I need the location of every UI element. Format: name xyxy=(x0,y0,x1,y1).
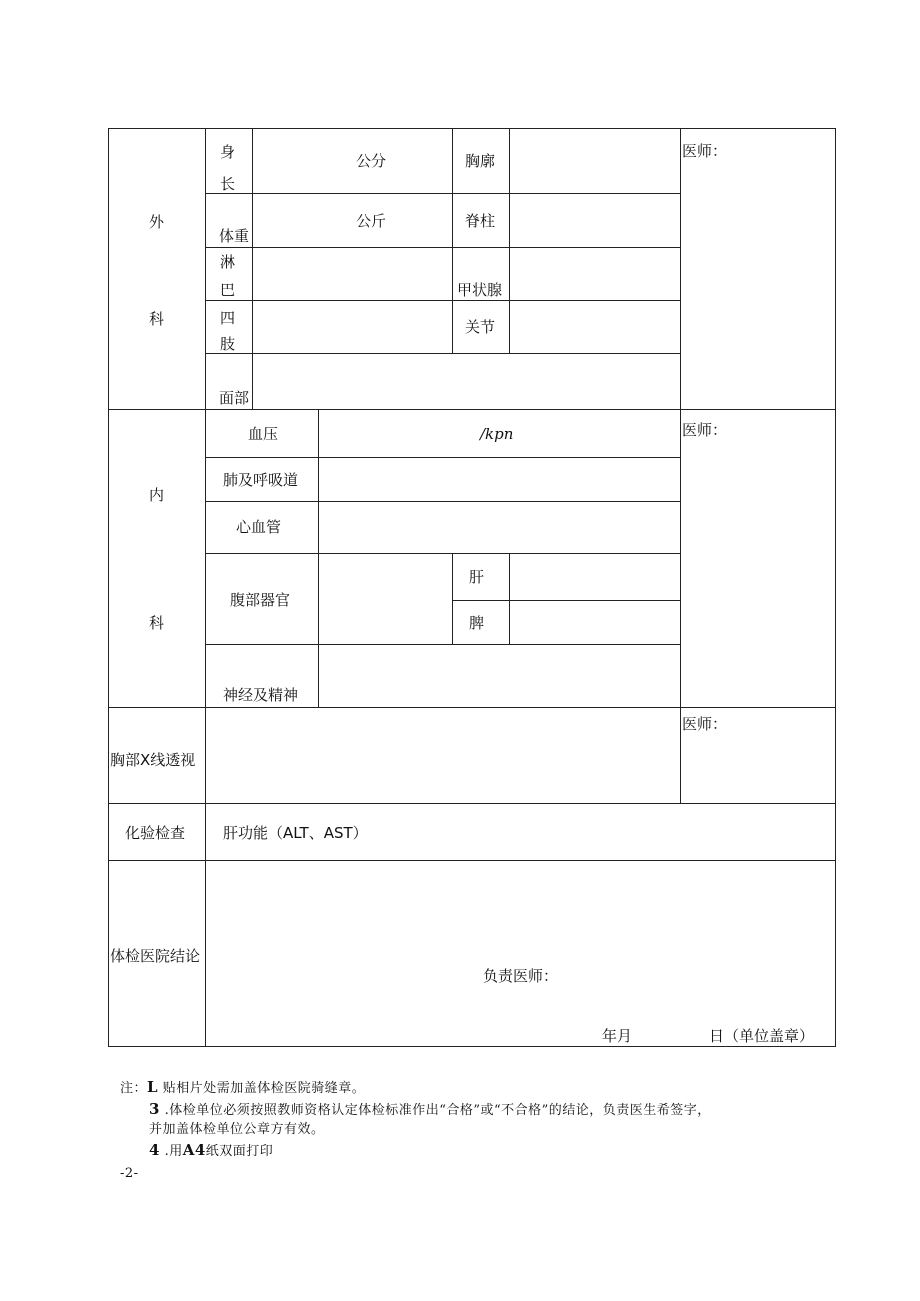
surgery-doctor-signature-label: 医师： xyxy=(682,142,728,160)
thyroid-label: 甲状腺 xyxy=(457,281,503,299)
lymph-label-top: 淋 xyxy=(220,253,236,271)
joints-label: 关节 xyxy=(465,318,496,336)
xray-doctor-signature-label: 医师： xyxy=(682,715,728,733)
date-day-seal: 日（单位盖章） xyxy=(709,1027,815,1045)
note-prefix: 注： xyxy=(120,1081,148,1096)
limbs-label-bottom: 肢 xyxy=(220,335,236,353)
conclusion-label: 体检医院结论 xyxy=(110,947,201,965)
date-year-month: 年月 xyxy=(602,1027,633,1045)
blood-pressure-label: 血压 xyxy=(248,425,279,443)
face-label: 面部 xyxy=(219,389,250,407)
neuro-label: 神经及精神 xyxy=(223,686,299,704)
internal-section-label-bottom: 科 xyxy=(149,614,165,632)
lab-test-value: 肝功能（ALT、AST） xyxy=(223,824,368,842)
height-label-bottom: 长 xyxy=(220,175,236,193)
note-1 xyxy=(120,1079,365,1097)
abdomen-label: 腹部器官 xyxy=(230,591,291,609)
liver-label: 肝 xyxy=(469,568,485,586)
chest-label: 胸廓 xyxy=(465,152,496,170)
internal-section-label-top: 内 xyxy=(149,486,165,504)
page-number: -2- xyxy=(120,1166,139,1181)
note-1-number: L xyxy=(147,1078,159,1096)
responsible-doctor-label: 负责医师： xyxy=(483,967,559,985)
height-label-top: 身 xyxy=(220,143,236,161)
weight-unit: 公斤 xyxy=(356,212,387,230)
weight-label: 体重 xyxy=(219,227,250,245)
blood-pressure-unit: /kpn xyxy=(480,425,514,443)
lungs-label: 肺及呼吸道 xyxy=(223,471,299,489)
note-3-text: .用 xyxy=(164,1144,183,1159)
surgery-section-label-top: 外 xyxy=(149,213,165,231)
height-unit: 公分 xyxy=(356,152,387,170)
spine-label: 脊柱 xyxy=(465,212,496,230)
note-3-text-rest: 纸双面打印 xyxy=(205,1144,274,1159)
note-3 xyxy=(149,1142,273,1160)
chest-xray-label: 胸部X线透视 xyxy=(110,751,196,769)
lymph-label-bottom: 巴 xyxy=(220,281,236,299)
cardiovascular-label: 心血管 xyxy=(236,518,282,536)
lab-test-label: 化验检查 xyxy=(125,824,186,842)
note-2-number: 3 xyxy=(149,1100,160,1118)
surgery-section-label-bottom: 科 xyxy=(149,310,165,328)
limbs-label-top: 四 xyxy=(220,309,236,327)
note-2-continued: 并加盖体检单位公章方有效。 xyxy=(149,1122,325,1137)
note-2 xyxy=(149,1101,711,1119)
note-1-text: 贴相片处需加盖体检医院骑缝章。 xyxy=(162,1081,366,1096)
note-3-paper-size: A4 xyxy=(182,1141,206,1159)
note-2-text: .体检单位必须按照教师资格认定体检标准作出“合格”或“不合格”的结论，负责医生希签字， xyxy=(164,1103,711,1118)
spleen-label: 脾 xyxy=(469,614,485,632)
internal-doctor-signature-label: 医师： xyxy=(682,421,728,439)
note-3-number: 4 xyxy=(149,1141,160,1159)
